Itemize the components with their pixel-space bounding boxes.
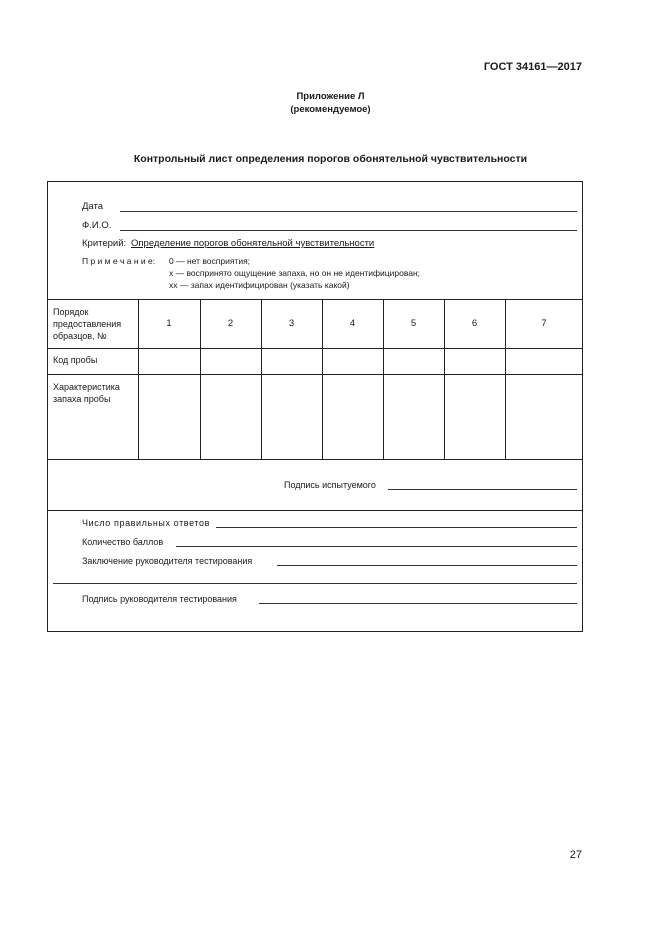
sample-number: 5 — [410, 318, 417, 329]
name-label: Ф.И.О. — [82, 220, 112, 231]
note-label: П р и м е ч а н и е: — [82, 256, 156, 266]
section-divider — [47, 510, 583, 511]
sample-number: 4 — [349, 318, 356, 329]
sample-number: 6 — [471, 318, 478, 329]
standard-number: ГОСТ 34161—2017 — [483, 61, 582, 73]
correct-answers-field[interactable] — [216, 527, 577, 528]
note-line: x — воспринято ощущение запаха, но он не идентифицирован; — [169, 268, 421, 278]
correct-answers-label: Число правильных ответов — [82, 518, 210, 528]
page-number: 27 — [569, 849, 582, 861]
supervisor-signature-field[interactable] — [259, 603, 577, 604]
table-bottom-border — [47, 459, 583, 460]
subject-signature-label: Подпись испытуемого — [284, 480, 376, 490]
sample-number: 2 — [227, 318, 234, 329]
date-label: Дата — [82, 201, 104, 212]
sample-number: 3 — [288, 318, 295, 329]
row-code-label: Код пробы — [53, 355, 98, 365]
conclusion-label: Заключение руководителя тестирования — [82, 556, 253, 566]
name-field[interactable] — [120, 230, 577, 231]
appendix-title: Приложение Л — [296, 91, 365, 102]
subject-signature-field[interactable] — [388, 489, 577, 490]
conclusion-field[interactable] — [277, 565, 577, 566]
score-field[interactable] — [176, 546, 577, 547]
appendix-subtitle: (рекомендуемое) — [290, 104, 371, 115]
date-field[interactable] — [120, 211, 577, 212]
table-row-divider — [47, 348, 583, 349]
characteristic-cell[interactable] — [139, 375, 200, 459]
sample-number: 1 — [166, 318, 172, 329]
table-row-divider — [47, 374, 583, 375]
table-top-border — [47, 299, 583, 300]
score-label: Количество баллов — [82, 537, 164, 547]
form-title: Контрольный лист определения порогов обонятельной чувствительности — [133, 153, 528, 165]
row-characteristic-label: Характеристика запаха пробы — [53, 382, 120, 404]
row-order-label: Порядок предоставления образцов, № — [53, 307, 122, 341]
code-cell[interactable] — [139, 349, 200, 374]
conclusion-field-continued[interactable] — [53, 583, 577, 584]
note-line: xx — запах идентифицирован (указать какой) — [169, 280, 350, 290]
criterion-label: Критерий: — [82, 238, 127, 249]
supervisor-signature-label: Подпись руководителя тестирования — [82, 594, 237, 604]
note-line: 0 — нет восприятия; — [169, 256, 251, 266]
criterion-value: Определение порогов обонятельной чувствительности — [131, 238, 375, 249]
sample-number: 7 — [541, 318, 547, 329]
